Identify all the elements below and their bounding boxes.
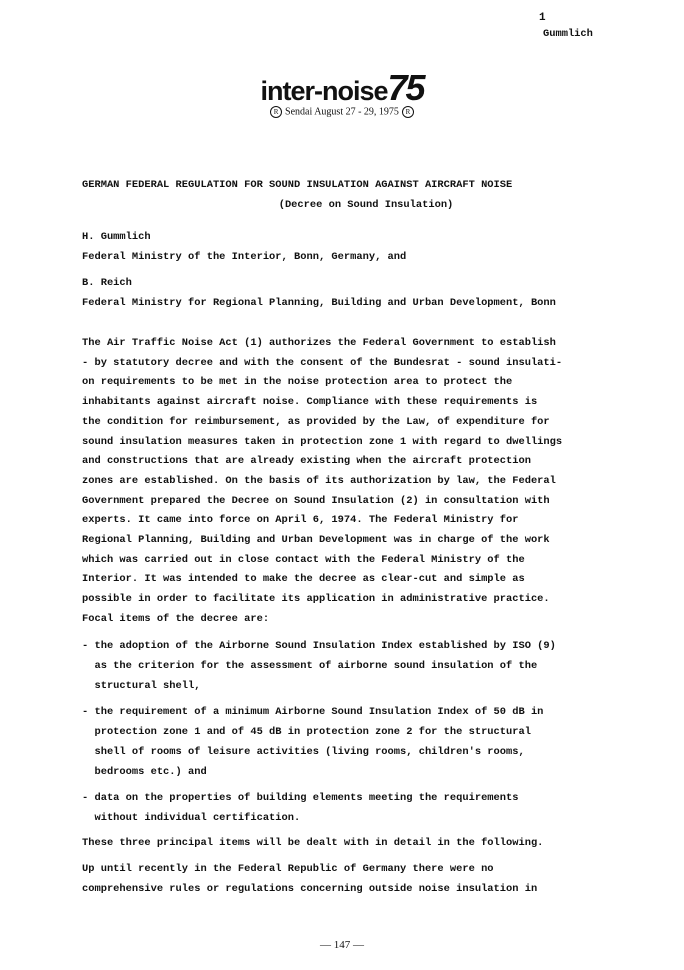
conference-line: [0, 106, 684, 118]
closing-paragraph: Up until recently in the Federal Republic of Germany there were no comprehensive rules or regulations concerning outside noise insulation in: [82, 863, 538, 895]
logo-year: 75: [387, 67, 424, 108]
paper-title: GERMAN FEDERAL REGULATION FOR SOUND INSULATION AGAINST AIRCRAFT NOISE: [82, 179, 513, 191]
author-name: B. Reich: [82, 277, 132, 289]
intro-paragraph: The Air Traffic Noise Act (1) authorizes the Federal Government to establish - by statutory decree and with the consent of the Bundesrat - sound insulati- on requirements to be met in the noise protection area to protect the inhabitants against aircraft noise. Compliance with these requirements is the condition for reimbursement, as provided by the Law, of expenditure for sound insulation measures taken in protection zone 1 with regard to dwellings and constructions that are already existing when the aircraft protection zones are established. On the basis of its authorization by law, the Federal Government prepared the Decree on Sound Insulation (2) in consultation with experts. It came into force on April 6, 1974. The Federal Ministry for Regional Planning, Building and Urban Development was in charge of the work which was carried out in close contact with the Federal Ministry of the Interior. It was intended to make the decree as clear-cut and simple as possible in order to facilitate its application in administrative practice. Focal items of the decree are:: [82, 337, 563, 625]
running-author: Gummlich: [543, 28, 593, 40]
author-affiliation: Federal Ministry for Regional Planning, Building and Urban Development, Bonn: [82, 297, 556, 309]
page-number: 1: [539, 12, 546, 24]
list-item: - the requirement of a minimum Airborne Sound Insulation Index of 50 dB in protection zone 1 and of 45 dB in protection zone 2 for the structural shell of rooms of leisure activities (living rooms, children's rooms, bedrooms etc.) and: [82, 706, 544, 778]
logo-text: inter-noise: [260, 76, 388, 106]
paper-subtitle: (Decree on Sound Insulation): [278, 199, 454, 211]
registered-mark-icon: R: [270, 106, 282, 118]
author-affiliation: Federal Ministry of the Interior, Bonn, Germany, and: [82, 251, 407, 263]
page-footer-number: — 147 —: [320, 939, 364, 951]
conference-date-location: Sendai August 27 - 29, 1975: [285, 106, 399, 118]
list-item: - data on the properties of building elements meeting the requirements without individual certification.: [82, 792, 519, 824]
principal-items-paragraph: These three principal items will be dealt with in detail in the following.: [82, 837, 544, 849]
conference-logo: [0, 67, 684, 108]
author-name: H. Gummlich: [82, 231, 151, 243]
list-item: - the adoption of the Airborne Sound Insulation Index established by ISO (9) as the criterion for the assessment of airborne sound insulation of the structural shell,: [82, 640, 556, 692]
registered-mark-icon: R: [402, 106, 414, 118]
